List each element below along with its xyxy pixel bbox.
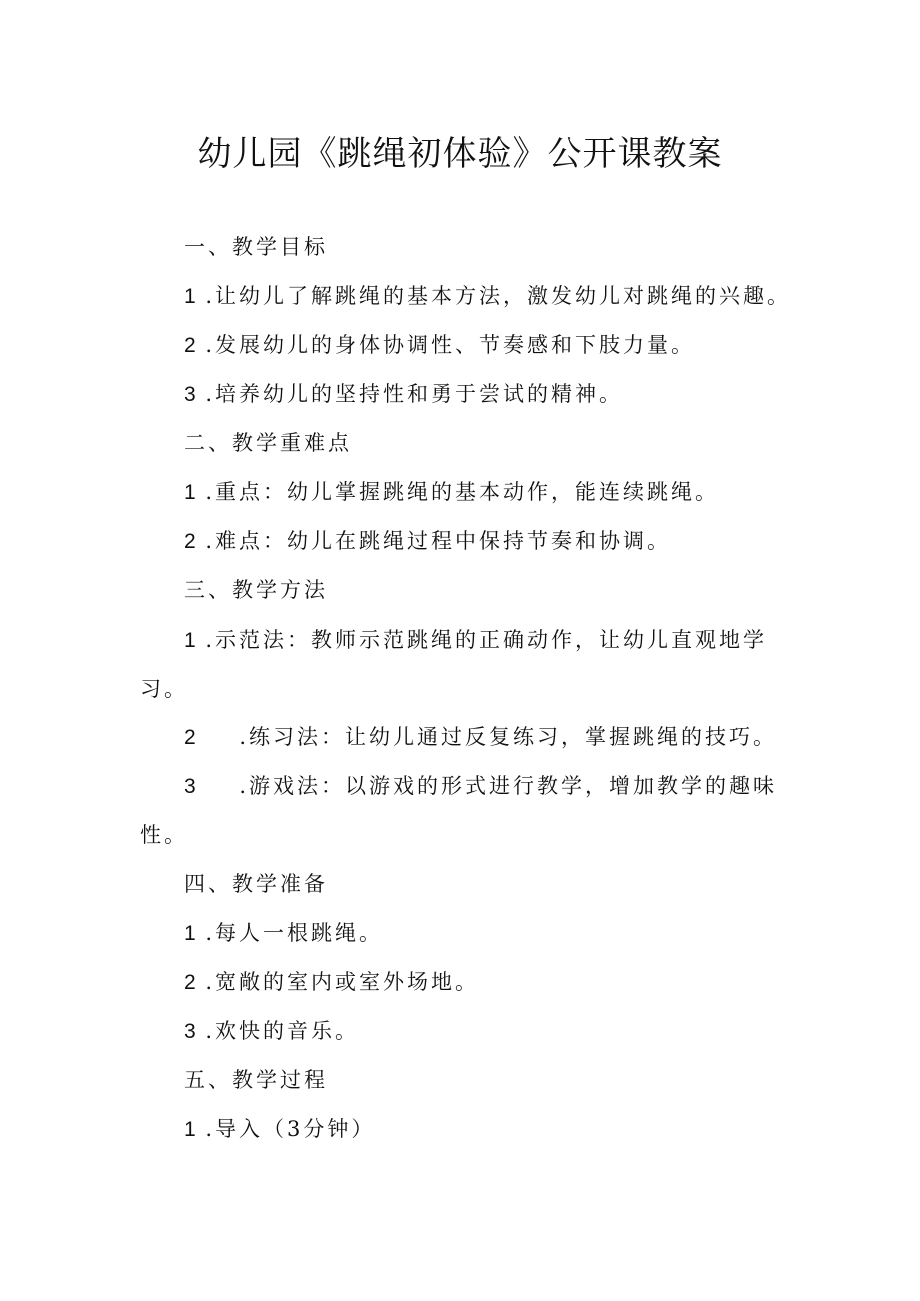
item-text: .示范法：教师示范跳绳的正确动作，让幼儿直观地学	[205, 628, 768, 652]
item-number: 1	[184, 285, 196, 308]
section-heading-2: 二、教学重难点	[184, 431, 352, 455]
item-text: .让幼儿了解跳绳的基本方法，激发幼儿对跳绳的兴趣。	[205, 284, 792, 308]
list-item-continuation: 性。	[140, 823, 188, 847]
list-item	[184, 1016, 359, 1047]
list-item	[184, 967, 479, 998]
list-item-continuation: 习。	[140, 677, 188, 701]
section-heading-4: 四、教学准备	[184, 872, 328, 896]
item-number: 3	[184, 775, 196, 798]
item-number: 1	[184, 1118, 196, 1141]
item-number: 1	[184, 481, 196, 504]
list-item	[184, 281, 791, 312]
list-item	[184, 526, 671, 557]
section-heading-3: 三、教学方法	[184, 578, 328, 602]
list-item	[184, 771, 777, 802]
section-heading-5: 五、教学过程	[184, 1068, 328, 1092]
document-title: 幼儿园《跳绳初体验》公开课教案	[197, 134, 723, 174]
list-item	[184, 330, 695, 361]
item-number: 3	[184, 383, 196, 406]
list-item	[184, 625, 767, 656]
item-text: .发展幼儿的身体协调性、节奏感和下肢力量。	[205, 333, 696, 357]
section-heading-1: 一、教学目标	[184, 235, 328, 259]
item-text: .宽敞的室内或室外场地。	[205, 970, 480, 994]
list-item	[184, 379, 623, 410]
item-number: 2	[184, 971, 196, 994]
item-text: .欢快的音乐。	[205, 1019, 360, 1043]
item-text: .导入（3分钟）	[205, 1117, 376, 1141]
item-number: 1	[184, 922, 196, 945]
list-item	[184, 722, 777, 753]
item-text: .每人一根跳绳。	[205, 921, 384, 945]
item-text: .培养幼儿的坚持性和勇于尝试的精神。	[205, 382, 624, 406]
item-number: 2	[184, 530, 196, 553]
list-item	[184, 918, 383, 949]
item-number: 1	[184, 629, 196, 652]
list-item	[184, 477, 719, 508]
item-text: .游戏法：以游戏的形式进行教学，增加教学的趣味	[239, 774, 778, 798]
item-text: .难点：幼儿在跳绳过程中保持节奏和协调。	[205, 529, 672, 553]
list-item	[184, 1114, 375, 1145]
item-number: 2	[184, 726, 196, 749]
item-text: .重点：幼儿掌握跳绳的基本动作，能连续跳绳。	[205, 480, 720, 504]
item-number: 3	[184, 1020, 196, 1043]
item-text: .练习法：让幼儿通过反复练习，掌握跳绳的技巧。	[239, 725, 778, 749]
item-number: 2	[184, 334, 196, 357]
